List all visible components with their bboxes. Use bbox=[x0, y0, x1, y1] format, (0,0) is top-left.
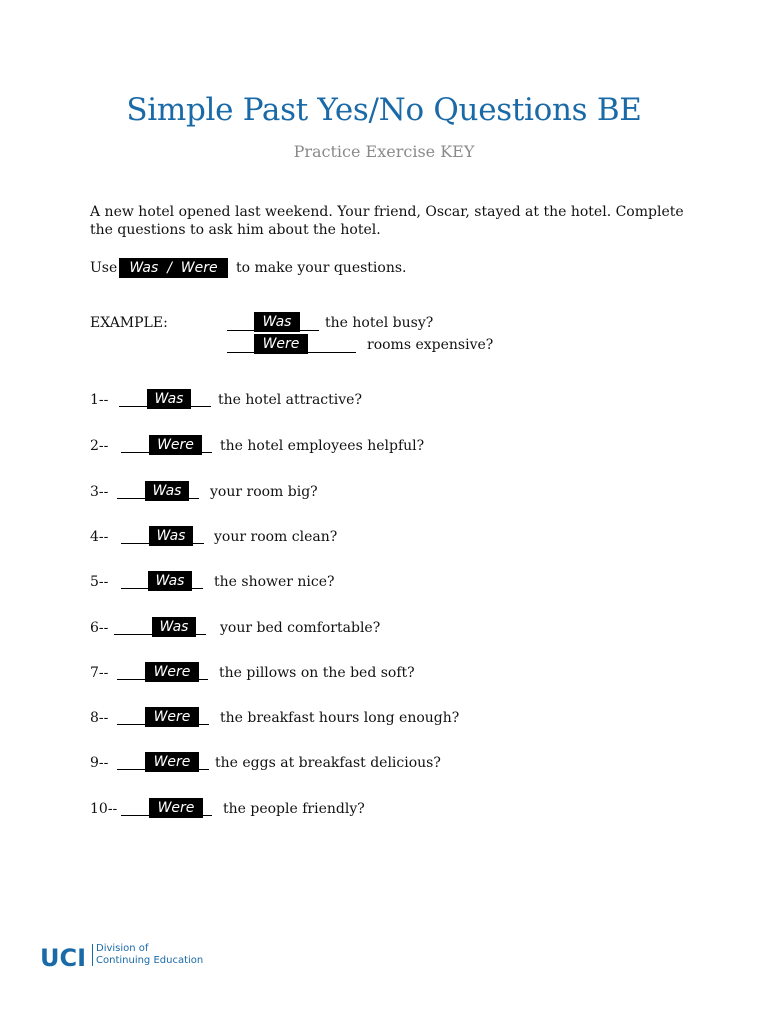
question-text: your room clean? bbox=[214, 529, 338, 545]
instruction-rest: to make your questions. bbox=[236, 260, 407, 276]
answer-box: Was bbox=[148, 571, 192, 591]
example-text-2: rooms expensive? bbox=[367, 337, 494, 353]
logo-caption-line2: Continuing Education bbox=[96, 955, 204, 966]
logo-caption-line1: Division of bbox=[96, 943, 149, 954]
question-text: the shower nice? bbox=[214, 574, 335, 590]
example-text-1: the hotel busy? bbox=[325, 315, 434, 331]
logo-divider bbox=[92, 944, 93, 966]
answer-box: Were bbox=[149, 435, 202, 455]
logo-caption bbox=[96, 943, 203, 967]
example-label: EXAMPLE: bbox=[90, 315, 168, 331]
instruction-choice-box: Was / Were bbox=[119, 258, 228, 278]
question-number: 7-- bbox=[90, 665, 109, 681]
page-title: Simple Past Yes/No Questions BE bbox=[126, 92, 642, 128]
question-number: 8-- bbox=[90, 710, 109, 726]
question-number: 4-- bbox=[90, 529, 109, 545]
answer-box: Were bbox=[149, 798, 203, 818]
question-number: 3-- bbox=[90, 484, 109, 500]
question-text: your room big? bbox=[210, 484, 318, 500]
answer-box: Was bbox=[149, 526, 193, 546]
question-text: the people friendly? bbox=[223, 801, 365, 817]
question-number: 5-- bbox=[90, 574, 109, 590]
question-text: the eggs at breakfast delicious? bbox=[215, 755, 441, 771]
page-subtitle: Practice Exercise KEY bbox=[293, 142, 475, 161]
example-answer-2: Were bbox=[254, 334, 308, 354]
question-number: 2-- bbox=[90, 438, 109, 454]
question-text: the breakfast hours long enough? bbox=[220, 710, 460, 726]
example-answer-1: Was bbox=[254, 312, 300, 332]
intro-paragraph: A new hotel opened last weekend. Your friend, Oscar, stayed at the hotel. Complete the questions to ask him about the hotel. bbox=[90, 204, 684, 238]
question-number: 10-- bbox=[90, 801, 118, 817]
answer-box: Was bbox=[152, 617, 196, 637]
question-number: 9-- bbox=[90, 755, 109, 771]
instruction-use: Use bbox=[90, 260, 118, 276]
question-number: 1-- bbox=[90, 392, 109, 408]
question-text: your bed comfortable? bbox=[220, 620, 381, 636]
answer-box: Was bbox=[147, 389, 191, 409]
answer-box: Were bbox=[145, 752, 199, 772]
question-number: 6-- bbox=[90, 620, 109, 636]
question-text: the hotel attractive? bbox=[218, 392, 362, 408]
answer-box: Was bbox=[145, 481, 189, 501]
question-text: the pillows on the bed soft? bbox=[219, 665, 415, 681]
answer-box: Were bbox=[145, 707, 199, 727]
uci-logo: UCI bbox=[40, 944, 87, 972]
answer-box: Were bbox=[145, 662, 199, 682]
question-text: the hotel employees helpful? bbox=[220, 438, 425, 454]
